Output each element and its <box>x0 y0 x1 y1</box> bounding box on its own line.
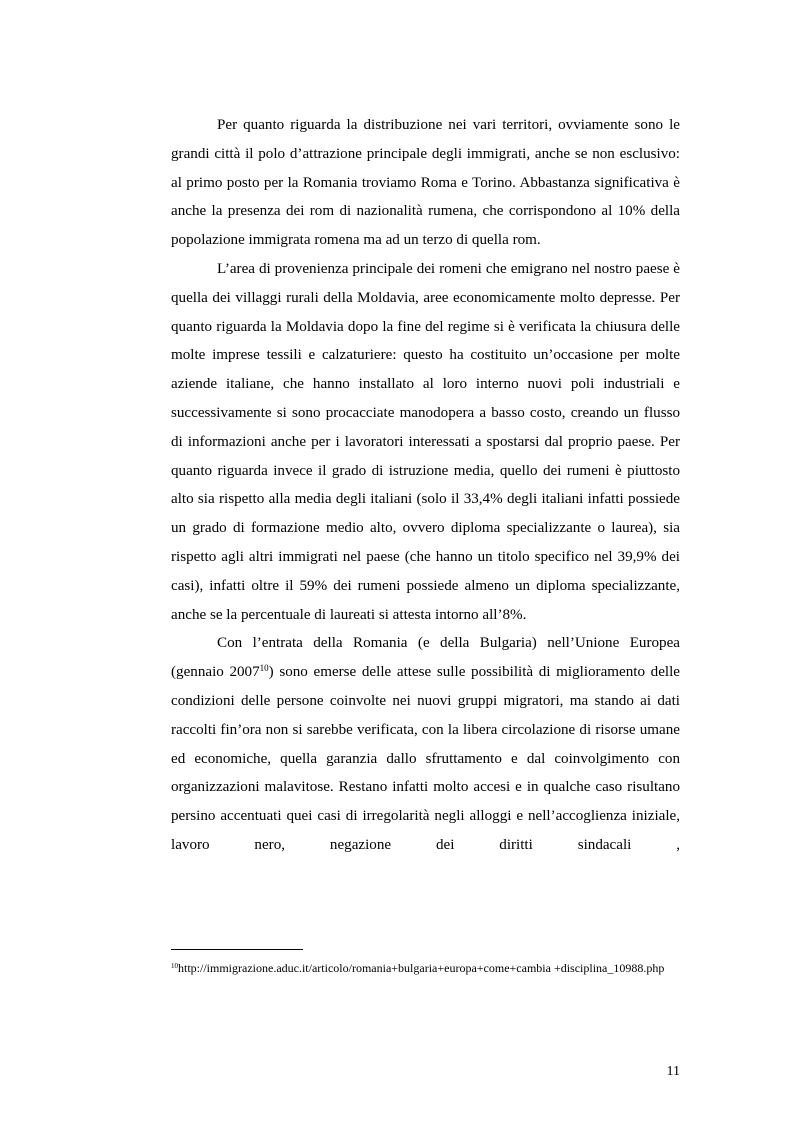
footnote-reference: 10 <box>259 663 269 674</box>
paragraph-eu-entry-start: Con l’entrata della Romania (e della Bulgaria) nell’Unione Europea (gennaio 2007 <box>171 635 680 681</box>
paragraph-distribution: Per quanto riguarda la distribuzione nei vari territori, ovviamente sono le grandi città il polo d’attrazione principale degli immigrati, anche se non esclusivo: al primo posto per la Romania troviamo Roma e Torino. Abbastanza significativa è anche la presenza dei rom di nazionalità rumena, che corrispondono al 10% della popolazione immigrata romena ma ad un terzo di quella rom. <box>171 117 680 249</box>
footnote-number: 10 <box>171 962 178 970</box>
footnote-url: http://immigrazione.aduc.it/articolo/romania+bulgaria+europa+come+cambia +disciplina_10988.php <box>178 961 665 975</box>
page-number: 11 <box>666 1064 680 1079</box>
paragraph-eu-entry-rest: ) sono emerse delle attese sulle possibilità di miglioramento delle condizioni delle persone coinvolte nei nuovi gruppi migratori, ma stando ai dati raccolti fin’ora non si sarebbe verificata, con la libera circolazione di risorse umane ed economiche, quella garanzia dallo sfruttamento e dal coinvolgimento con organizzazioni malavitose. Restano infatti molto accesi e in qualche caso risultano persino accentuati quei casi di irregolarità negli alloggi e nell’accoglienza iniziale, lavoro nero, negazione dei diritti sindacali , <box>171 664 680 853</box>
footnote <box>171 961 680 976</box>
paragraph-eu-entry <box>171 629 680 859</box>
paragraph-origin-moldavia: L’area di provenienza principale dei romeni che emigrano nel nostro paese è quella dei villaggi rurali della Moldavia, aree economicamente molto depresse. Per quanto riguarda la Moldavia dopo la fine del regime si è verificata la chiusura delle molte imprese tessili e calzaturiere: questo ha costituito un’occasione per molte aziende italiane, che hanno installato al loro interno nuovi poli industriali e successivamente si sono procacciate manodopera a basso costo, creando un flusso di informazioni anche per i lavoratori interessati a spostarsi dal proprio paese. Per quanto riguarda invece il grado di istruzione media, quello dei rumeni è piuttosto alto sia rispetto alla media degli italiani (solo il 33,4% degli italiani infatti possiede un grado di formazione medio alto, ovvero diploma specializzante o laurea), sia rispetto agli altri immigrati nel paese (che hanno un titolo specifico nel 39,9% dei casi), infatti oltre il 59% dei rumeni possiede almeno un diploma specializzante, anche se la percentuale di laureati si attesta intorno all’8%. <box>171 260 680 623</box>
footnote-separator <box>171 949 303 950</box>
body-text <box>171 111 680 860</box>
